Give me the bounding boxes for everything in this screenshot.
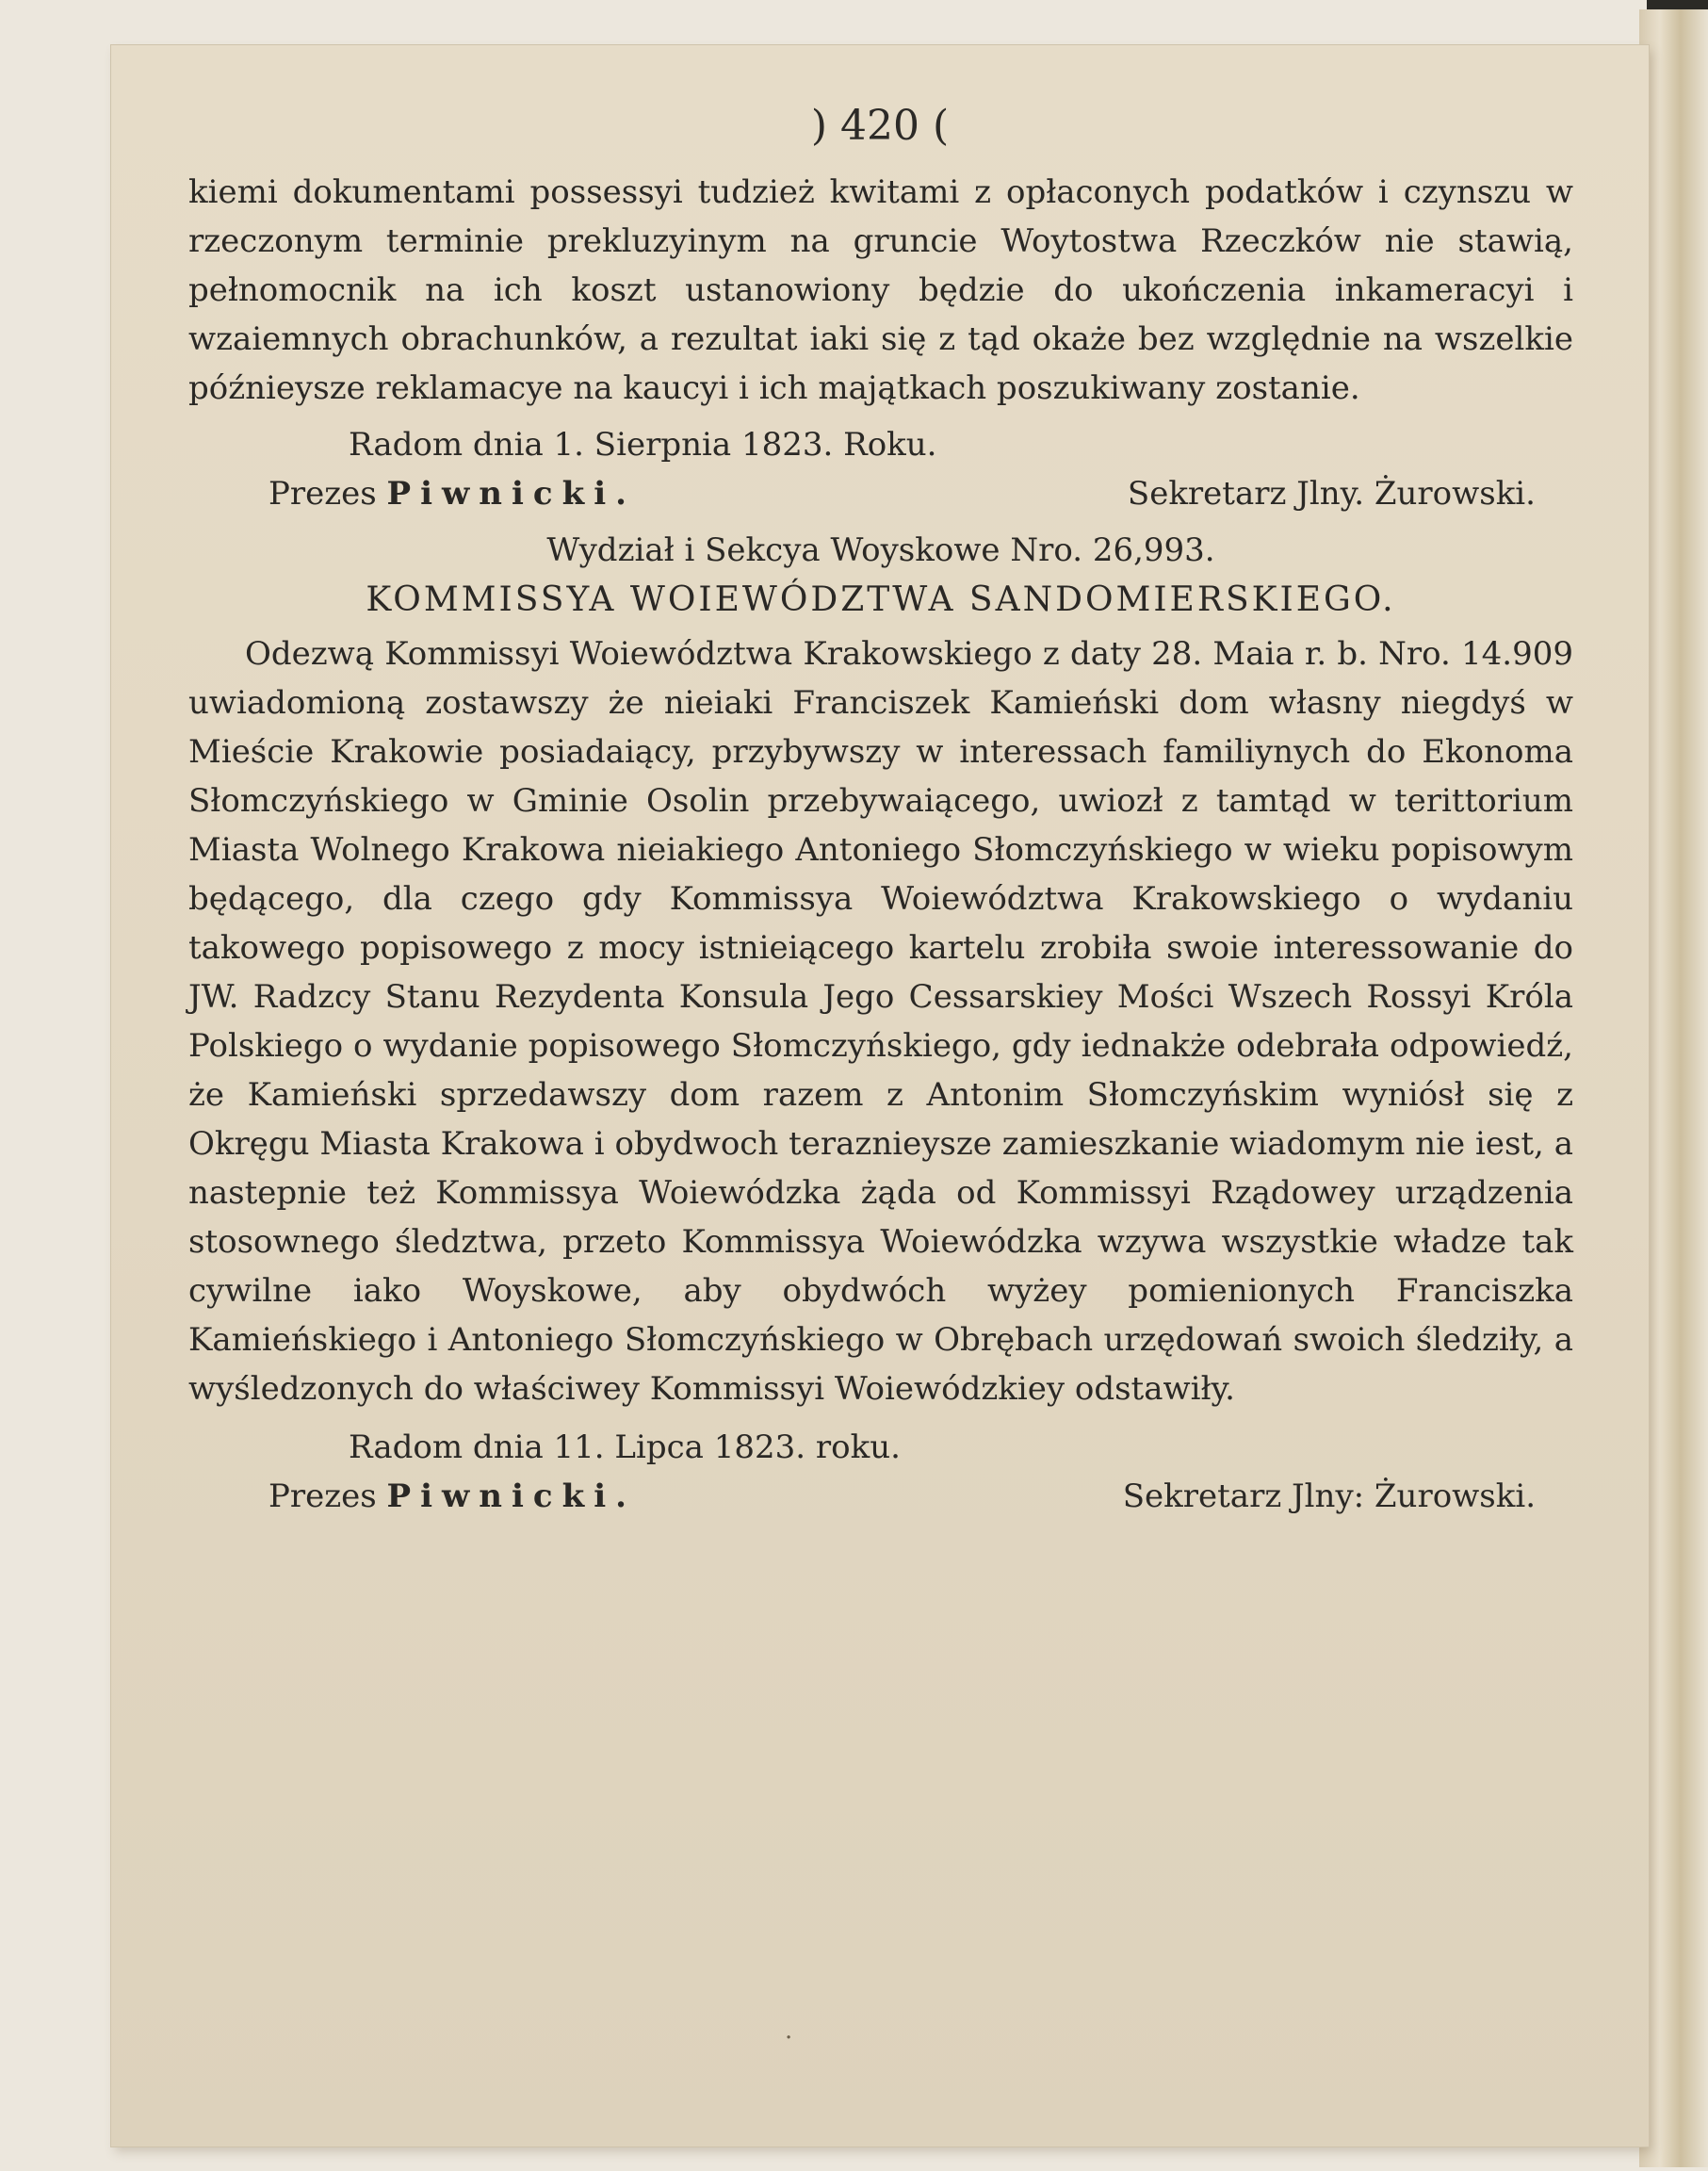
top-section: [188, 168, 1573, 1525]
document-page: [111, 45, 1649, 2147]
second-secretary-signature: Sekretarz Jlny: Żurowski.: [1122, 1477, 1536, 1515]
first-president-title: Prezes: [268, 475, 377, 513]
first-dateline: Radom dnia 1. Sierpnia 1823. Roku.: [349, 426, 937, 464]
second-dateline: Radom dnia 11. Lipca 1823. roku.: [349, 1428, 901, 1466]
second-president-name: Piwnicki.: [386, 1477, 636, 1515]
commission-heading: KOMMISSYA WOIEWÓDZTWA SANDOMIERSKIEGO.: [366, 580, 1396, 619]
page-number: ) 420 (: [810, 102, 950, 150]
first-signature-row: [188, 469, 1573, 522]
second-signature-row: [188, 1472, 1573, 1525]
section-heading: Wydział i Sekcya Woyskowe Nro. 26,993.: [546, 531, 1215, 569]
first-secretary-signature: Sekretarz Jlny. Żurowski.: [1127, 475, 1536, 513]
second-president-title: Prezes: [268, 1477, 377, 1515]
paper-fleck: ·: [785, 2024, 793, 2052]
second-president-signature: [268, 1472, 636, 1521]
first-president-signature: [268, 469, 636, 518]
top-paragraph: kiemi dokumentami possessyi tudzież kwitami z opłaconych podatków i czynszu w rzeczonym terminie prekluzyinym na gruncie Woytostwa Rzeczków nie stawią, pełnomocnik na ich koszt ustanowiony będzie do ukończenia inkameracyi i wzaiemnych obrachunków, a rezultat iaki się z tąd okaże bez względnie na wszelkie późnieysze reklamacye na kaucyi i ich majątkach poszukiwany zostanie.: [188, 173, 1573, 407]
book-spine: [1639, 9, 1708, 2167]
first-president-name: Piwnicki.: [386, 475, 636, 513]
main-paragraph: Odezwą Kommissyi Woiewództwa Krakowskiego z daty 28. Maia r. b. Nro. 14.909 uwiadomioną zostawszy że nieiaki Franciszek Kamieński dom własny niegdyś w Mieście Krakowie posiadaiący, przybywszy w interessach familiynych do Ekonoma Słomczyńskiego w Gminie Osolin przebywaiącego, uwiozł z tamtąd w terittorium Miasta Wolnego Krakowa nieiakiego Antoniego Słomczyńskiego w wieku popisowym będącego, dla czego gdy Kommissya Woiewództwa Krakowskiego o wydaniu takowego popisowego z mocy istnieiącego kartelu zrobiła swoie interessowanie do JW. Radzcy Stanu Rezydenta Konsula Jego Cessarskiey Mości Wszech Rossyi Króla Polskiego o wydanie popisowego Słomczyńskiego, gdy iednakże odebrała odpowiedź, że Kamieński sprzedawszy dom razem z Antonim Słomczyńskim wyniósł się z Okręgu Miasta Krakowa i obydwoch teraznieysze zamieszkanie wiadomym nie iest, a nastepnie też Kommissya Woiewódzka żąda od Kommissyi Rządowey urządzenia stosownego śledztwa, przeto Kommissya Woiewódzka wzywa wszystkie władze tak cywilne iako Woyskowe, aby obydwóch wyżey pomienionych Franciszka Kamieńskiego i Antoniego Słomczyńskiego w Obrębach urzędowań swoich śledziły, a wyśledzonych do właściwey Kommissyi Woiewódzkiey odstawiły.: [188, 635, 1573, 1408]
